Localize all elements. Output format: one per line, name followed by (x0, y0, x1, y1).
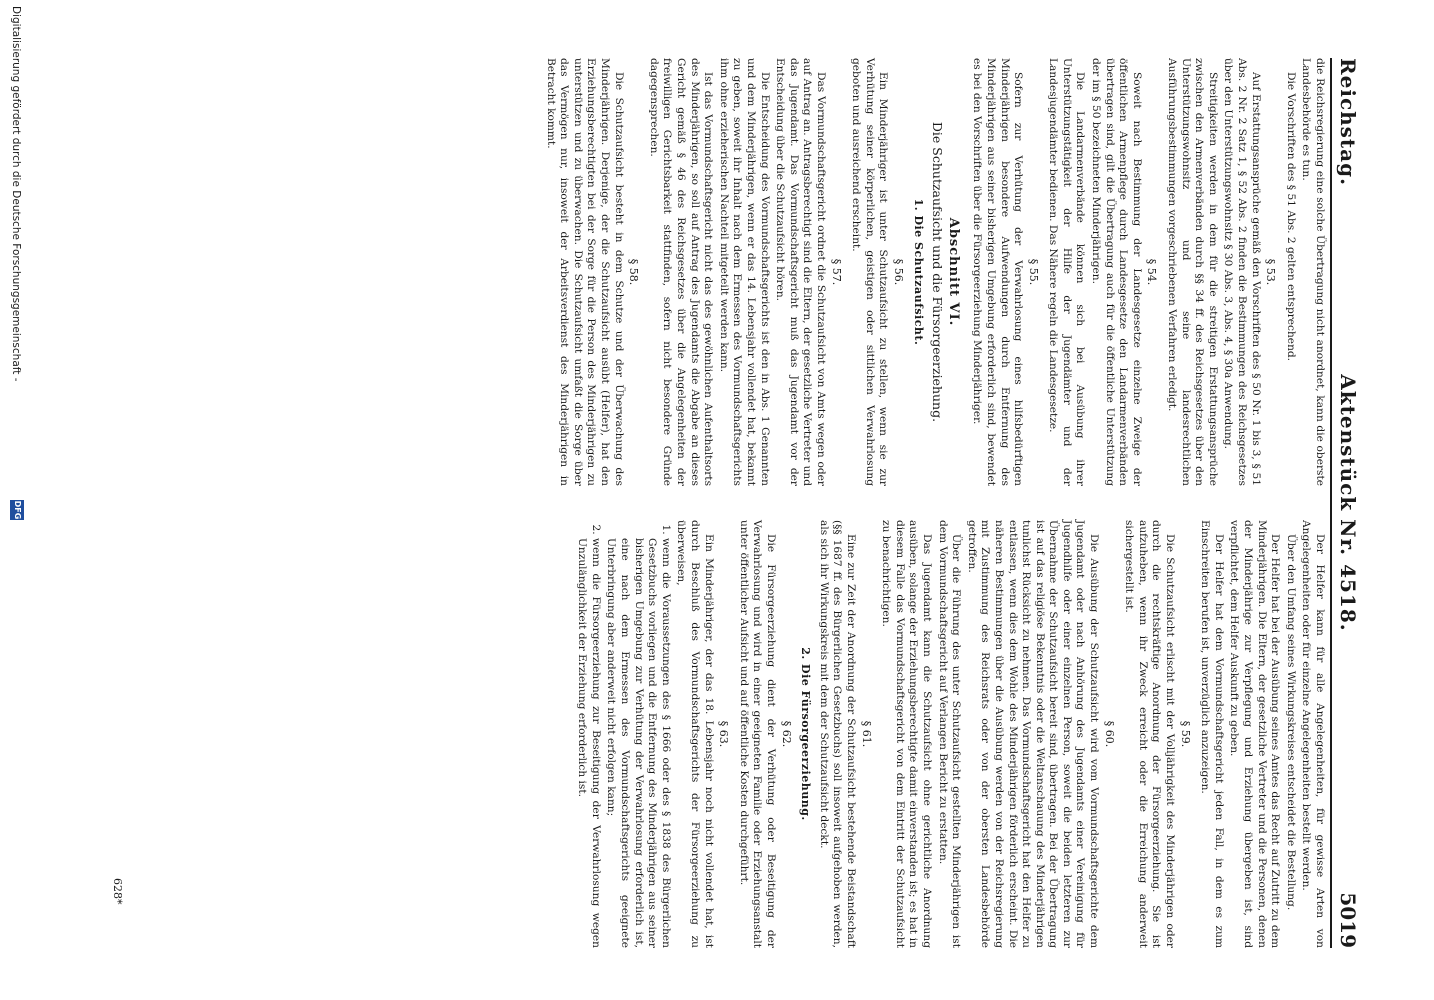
paragraph: Der Helfer hat bei der Ausübung seines Amtes das Recht auf Zutritt zu dem Minderjährigen. Die Eltern, der gesetzliche Vertreter und die Personen, denen der Minderjährige zur Verpflegung und Erziehung übergeben ist, sind verpflichtet, dem Helfer Auskunft zu geben. (1228, 520, 1282, 948)
header-center-title: Aktenstück Nr. 4518. (1336, 374, 1360, 632)
paragraph: Die Fürsorgeerziehung dient der Verhütung oder Beseitigung der Verwahrlosung und wird in einer geeigneten Familie oder Erziehungsanstalt unter öffentlicher Aufsicht und auf öffentliche Kosten durchgeführt. (737, 520, 778, 948)
paragraph: Ist das Vormundschaftsgericht nicht das des gewöhnlichen Aufenthaltsorts des Minderjährigen, so soll auf Antrag des Jugendamts die Abgabe an dieses Gericht gemäß § 46 des Reichsgesetzes über die Angelegenheiten der freiwilligen Gerichtsbarkeit stattfinden, sofern nicht besondere Gründe dagegensprechen. (647, 58, 715, 486)
chapter-subtitle: Die Schutzaufsicht und die Fürsorgeerziehung. (930, 121, 946, 423)
chapter-title: Abschnitt VI. (945, 217, 961, 327)
section-number: § 63. (717, 720, 731, 748)
section-number: § 62. (779, 720, 793, 748)
paragraph: Das Vormundschaftsgericht ordnet die Schutzaufsicht von Amts wegen oder auf Antrag an. Antragsberechtigt sind die Eltern, der gesetzliche Vertreter und das Jugendamt. Das Vormundschaftsgericht muß das Jugendamt vor der Entscheidung über die Schutzaufsicht hören. (774, 58, 827, 486)
section-number: § 59. (1178, 720, 1192, 748)
paragraph: Das Jugendamt kann die Schutzaufsicht ohne gerichtliche Anordnung ausüben, solange der Erziehungsberechtigte damit einverstanden ist; es hat in diesem Falle das Vormundschaftsgericht von dem Eintritt der Schutzaufsicht zu benachrichtigen. (880, 520, 933, 948)
section-number: § 60. (1102, 720, 1116, 748)
dfg-logo: DFG (10, 500, 24, 520)
subheading: 2. Die Fürsorgeerziehung. (799, 647, 813, 821)
text-columns (136, 58, 1326, 948)
paragraph: Die Landarmenverbände können sich bei Ausübung ihrer Unterstützungstätigkeit der Hilfe der Jugendämter und der Landesjugendämter bedienen. Das Nähere regeln die Landesgesetze. (1047, 58, 1087, 486)
section-number: § 57. (829, 258, 843, 286)
paragraph: Die Ausübung der Schutzaufsicht wird vom Vormundschaftsgerichte dem Jugendamt oder nach Anhörung des Jugendamts einer Vereinigung für Jugendhilfe oder einer einzelnen Person, soweit die beiden letzteren zur Übernahme der Schutzaufsicht bereit sind, übertragen. Bei der Übertragung ist auf das religiöse Bekenntnis oder die Weltanschauung des Minderjährigen tunlichst Rücksicht zu nehmen. Das Vormundschaftsgericht hat den Helfer zu entlassen, wenn dies dem Wohle des Minderjährigen förderlich erscheint. Die näheren Bestimmungen über die Ausübung werden von der Reichsregierung mit Zustimmung des Reichsrats oder von der obersten Landesbehörde getroffen. (965, 520, 1101, 948)
page-frame (52, 58, 1362, 948)
list-item: 1. wenn die Voraussetzungen des § 1666 oder des § 1838 des Bürgerlichen Gesetzbuchs vorliegen und die Entfernung des Minderjährigen aus seiner bisherigen Umgebung zur Verhütung der Verwahrlosung erforderlich ist, eine nach dem Ermessen des Vormundschaftsgerichts geeignete Unterbringung aber anderweit nicht erfolgen kann; (604, 538, 672, 948)
paragraph: Der Helfer kann für alle Angelegenheiten, für gewisse Arten von Angelegenheiten oder für einzelne Angelegenheiten bestellt werden. (1300, 520, 1326, 948)
section-number: § 56. (891, 258, 905, 286)
paragraph: die Reichsregierung eine solche Übertragung nicht anordnet, kann die oberste Landesbehörde es tun. (1300, 58, 1326, 486)
left-column (136, 58, 1326, 486)
numbered-list (575, 520, 672, 948)
right-column (136, 520, 1326, 948)
paragraph: Der Helfer hat dem Vormundschaftsgericht jeden Fall, in dem es zum Einschreiten berufen ist, unverzüglich anzuzeigen. (1199, 520, 1225, 948)
section-number: § 53. (1264, 258, 1278, 286)
subheading: 1. Die Schutzaufsicht. (911, 198, 925, 346)
header-left-title: Reichstag. (1336, 58, 1360, 187)
paragraph: Über den Umfang seines Wirkungskreises entscheidet die Bestellung. (1284, 534, 1297, 911)
paragraph: Soweit nach Bestimmung der Landesgesetze einzelne Zweige der öffentlichen Armenpflege durch Landesgesetze den Landarmenverbänden übertragen sind, gilt die Übertragung auch für die öffentliche Unterstützung der im § 50 bezeichneten Minderjährigen. (1090, 58, 1143, 486)
list-item: 2. wenn die Fürsorgeerziehung zur Beseitigung der Verwahrlosung wegen Unzulänglichkeit der Erziehung erforderlich ist. (575, 538, 602, 948)
section-number: § 58. (627, 258, 641, 286)
section-number: § 55. (1026, 258, 1040, 286)
paragraph: Streitigkeiten werden in dem für die streitigen Erstattungsansprüche zwischen den Armenverbänden durch §§ 34 ff. des Reichsgesetzes über den Unterstützungswohnsitz und seine landesrechtlichen Ausführungsbestimmungen vorgeschriebenen Verfahren erledigt. (1166, 58, 1219, 486)
paragraph: Ein Minderjähriger, der das 18. Lebensjahr noch nicht vollendet hat, ist durch Beschluß des Vormundschaftsgerichts der Fürsorgeerziehung zu überweisen, (675, 520, 715, 948)
header-page-number: 5019 (1336, 892, 1360, 948)
section-number: § 61. (859, 720, 873, 748)
paragraph: Die Entscheidung des Vormundschaftsgerichts ist den in Abs. 1 Genannten und dem Minderjährigen, wenn er das 14. Lebensjahr vollendet hat, bekannt zu geben, soweit ihr Inhalt nach dem Ermessen des Vormundschaftsgerichts ihm ohne erzieherischen Nachteil mitgeteilt werden kann. (717, 58, 771, 486)
paragraph: Eine zur Zeit der Anordnung der Schutzaufsicht bestehende Beistandschaft (§§ 1687 ff. des Bürgerlichen Gesetzbuchs) soll insoweit aufgehoben werden, als sich ihr Wirkungskreis mit dem der Schutzaufsicht deckt. (817, 520, 857, 948)
paragraph: Die Schutzaufsicht besteht in dem Schutze und der Überwachung des Minderjährigen. Derjenige, der die Schutzaufsicht ausübt (Helfer), hat den Erziehungsberechtigten bei der Sorge für die Person des Minderjährigen zu unterstützen und zu überwachen. Die Schutzaufsicht umfaßt die Sorge über das Vermögen nur, insoweit der Arbeitsverdienst des Minderjährigen in Betracht kommt. (544, 58, 625, 486)
paragraph: Über die Führung des unter Schutzaufsicht gestellten Minderjährigen ist dem Vormundschaftsgericht auf Verlangen Bericht zu erstatten. (936, 520, 963, 948)
paragraph: Sofern zur Verhütung der Verwahrlosung eines hilfsbedürftigen Minderjährigen besondere Aufwendungen durch Entfernung des Minderjährigen aus seiner bisherigen Umgebung erforderlich sind, bewendet es bei den Vorschriften über die Fürsorgeerziehung Minderjähriger. (971, 58, 1025, 486)
section-number: § 54. (1145, 258, 1159, 286)
signature-mark: 628* (111, 878, 124, 905)
paragraph: Die Schutzaufsicht erlischt mit der Volljährigkeit des Minderjährigen oder durch die rechtskräftige Anordnung der Fürsorgeerziehung. Sie ist aufzuheben, wenn ihr Zweck erreicht oder die Erreichung anderweit sichergestellt ist. (1123, 520, 1177, 948)
paragraph: Ein Minderjähriger ist unter Schutzaufsicht zu stellen, wenn sie zur Verhütung seiner körperlichen, geistigen oder sittlichen Verwahrlosung geboten und ausreichend erscheint. (850, 58, 890, 486)
paragraph: Die Vorschriften des § 51 Abs. 2 gelten entsprechend. (1284, 72, 1297, 362)
digitization-note (0, 0, 30, 1000)
page-header (1330, 58, 1362, 948)
paragraph: Auf Erstattungsansprüche gemäß den Vorschriften des § 50 Nr. 1 bis 3, § 51 Abs. 2 Nr. 2 Satz 1, § 52 Abs. 2 finden die Bestimmungen des Reichsgesetzes über den Unterstützungswohnsitz § 30 Abs. 3, Abs. 4, § 30a Anwendung. (1222, 58, 1262, 486)
funding-note: Digitalisierung gefördert durch die Deutsche Forschungsgemeinschaft - (10, 6, 22, 382)
